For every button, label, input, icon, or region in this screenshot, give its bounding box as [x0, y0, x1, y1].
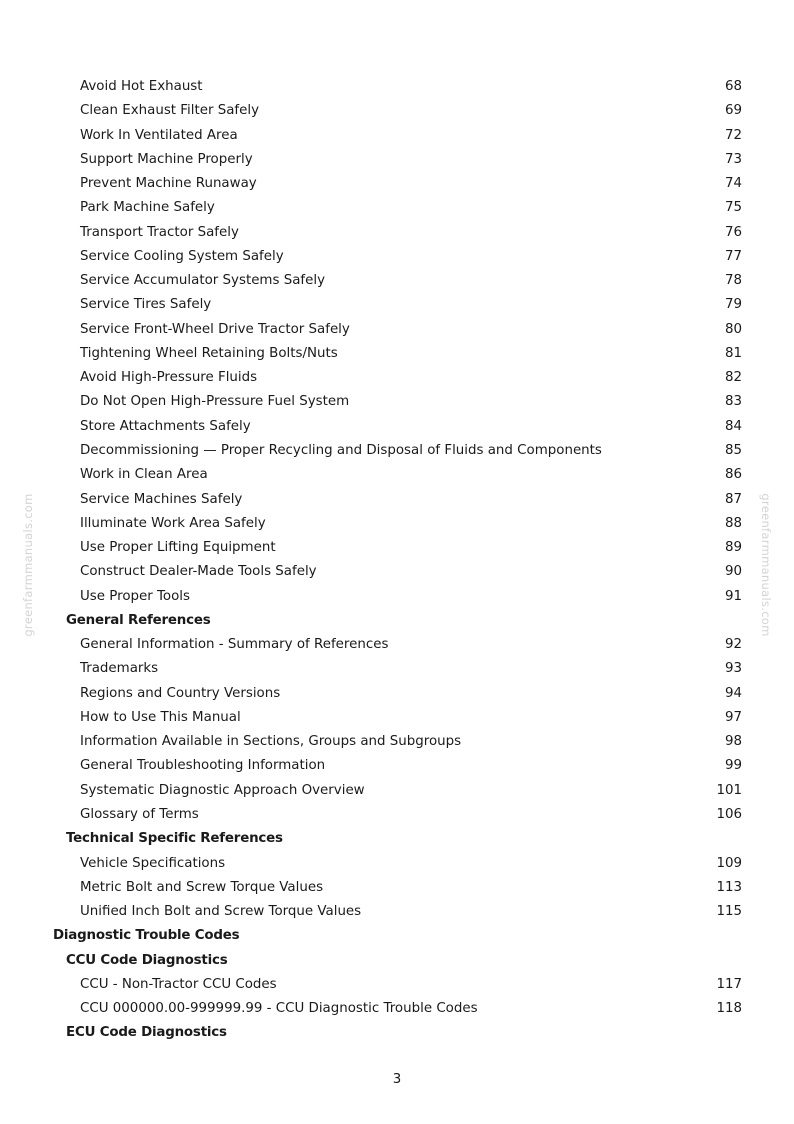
- toc-entry[interactable]: [0, 706, 794, 730]
- toc-entry[interactable]: [0, 172, 794, 196]
- toc-entry-page-number: 115: [716, 904, 742, 920]
- toc-entry-page-number: 80: [724, 321, 742, 337]
- toc-entry-page-number: 113: [716, 879, 742, 895]
- toc-entry-title: Store Attachments Safely: [80, 418, 251, 434]
- toc-entry-title: CCU Code Diagnostics: [66, 952, 228, 968]
- toc-entry-title: Technical Specific References: [66, 831, 283, 847]
- toc-entry-page-number: 90: [724, 564, 742, 580]
- toc-entry-page-number: 106: [716, 806, 742, 822]
- toc-entry[interactable]: [0, 293, 794, 317]
- toc-entry[interactable]: [0, 148, 794, 172]
- toc-entry-page-number: 87: [724, 491, 742, 507]
- toc-entry-page-number: 84: [724, 418, 742, 434]
- toc-entry[interactable]: [0, 876, 794, 900]
- toc-entry-title: Use Proper Lifting Equipment: [80, 540, 276, 556]
- toc-entry-title: Work In Ventilated Area: [80, 127, 238, 143]
- toc-section-heading: [0, 949, 794, 973]
- toc-entry-title: Avoid Hot Exhaust: [80, 79, 203, 94]
- toc-entry[interactable]: [0, 245, 794, 269]
- toc-entry-title: Glossary of Terms: [80, 806, 199, 822]
- toc-entry[interactable]: [0, 779, 794, 803]
- toc-entry-title: Systematic Diagnostic Approach Overview: [80, 782, 365, 798]
- toc-entry-title: Transport Tractor Safely: [80, 224, 239, 240]
- toc-entry[interactable]: [0, 221, 794, 245]
- watermark-right: greenfarmmanuals.com: [759, 493, 773, 637]
- toc-entry-title: Service Accumulator Systems Safely: [80, 273, 326, 289]
- toc-entry-page-number: 92: [724, 637, 742, 653]
- toc-entry-page-number: 75: [724, 200, 742, 216]
- toc-entry-page-number: 97: [724, 709, 742, 725]
- toc-entry-title: How to Use This Manual: [80, 709, 241, 725]
- toc-entry-title: Tightening Wheel Retaining Bolts/Nuts: [80, 345, 338, 361]
- toc-entry-title: Service Cooling System Safely: [80, 248, 284, 264]
- toc-section-heading: [0, 827, 794, 851]
- toc-entry-title: CCU - Non-Tractor CCU Codes: [80, 976, 277, 992]
- page-number: 3: [392, 1072, 402, 1087]
- toc-entry-page-number: 89: [724, 540, 742, 556]
- toc-entry-title: Service Tires Safely: [80, 297, 212, 313]
- toc-entry[interactable]: [0, 488, 794, 512]
- toc-entry[interactable]: [0, 439, 794, 463]
- toc-entry[interactable]: [0, 730, 794, 754]
- toc-entry-title: Clean Exhaust Filter Safely: [80, 103, 260, 119]
- toc-entry-page-number: 81: [724, 345, 742, 361]
- toc-entry-title: Park Machine Safely: [80, 200, 215, 216]
- toc-section-heading: [0, 924, 794, 948]
- toc-entry-title: General Troubleshooting Information: [80, 758, 326, 774]
- toc-entry[interactable]: [0, 803, 794, 827]
- toc-entry-title: Vehicle Specifications: [80, 855, 226, 871]
- toc-entry-page-number: 77: [724, 248, 742, 264]
- toc-entry-title: Support Machine Properly: [80, 151, 253, 167]
- toc-entry-page-number: 68: [724, 79, 742, 94]
- toc-entry-title: Do Not Open High-Pressure Fuel System: [80, 394, 350, 410]
- toc-entry-title: Prevent Machine Runaway: [80, 176, 257, 192]
- toc-entry-page-number: 76: [724, 224, 742, 240]
- toc-entry-page-number: 82: [724, 370, 742, 386]
- toc-entry-title: Trademarks: [80, 661, 159, 677]
- toc-entry-page-number: 74: [724, 176, 742, 192]
- toc-entry[interactable]: [0, 342, 794, 366]
- toc-entry[interactable]: [0, 390, 794, 414]
- toc-entry-page-number: 91: [724, 588, 742, 604]
- toc-entry[interactable]: [0, 560, 794, 584]
- toc-entry-page-number: 99: [724, 758, 742, 774]
- toc-entry[interactable]: [0, 682, 794, 706]
- toc-section-heading: [0, 1021, 794, 1045]
- toc-entry-page-number: 94: [724, 685, 742, 701]
- toc-section-heading: [0, 609, 794, 633]
- toc-entry-page-number: 93: [724, 661, 742, 677]
- toc-entry-page-number: 101: [716, 782, 742, 798]
- toc-entry[interactable]: [0, 366, 794, 390]
- toc-entry-title: Illuminate Work Area Safely: [80, 515, 266, 531]
- toc-entry-page-number: 72: [724, 127, 742, 143]
- toc-entry-page-number: 83: [724, 394, 742, 410]
- table-of-contents: [0, 75, 794, 1046]
- toc-entry[interactable]: [0, 852, 794, 876]
- toc-entry[interactable]: [0, 754, 794, 778]
- toc-entry-title: Unified Inch Bolt and Screw Torque Values: [80, 904, 362, 920]
- toc-entry[interactable]: [0, 75, 794, 99]
- toc-entry-page-number: 118: [716, 1001, 742, 1017]
- toc-entry-title: General Information - Summary of References: [80, 637, 389, 653]
- toc-entry-title: General References: [66, 612, 211, 628]
- toc-entry-title: Use Proper Tools: [80, 588, 191, 604]
- toc-entry[interactable]: [0, 196, 794, 220]
- toc-entry[interactable]: [0, 463, 794, 487]
- toc-entry-page-number: 109: [716, 855, 742, 871]
- toc-entry[interactable]: [0, 657, 794, 681]
- toc-entry-page-number: 85: [724, 442, 742, 458]
- watermark-left: greenfarmmanuals.com: [21, 493, 35, 637]
- toc-entry-title: Metric Bolt and Screw Torque Values: [80, 879, 324, 895]
- toc-entry-title: Regions and Country Versions: [80, 685, 281, 701]
- toc-entry[interactable]: [0, 997, 794, 1021]
- toc-entry[interactable]: [0, 633, 794, 657]
- toc-entry[interactable]: [0, 973, 794, 997]
- toc-entry-page-number: 73: [724, 151, 742, 167]
- toc-entry[interactable]: [0, 99, 794, 123]
- toc-entry-page-number: 98: [724, 734, 742, 750]
- toc-entry-page-number: 79: [724, 297, 742, 313]
- toc-entry[interactable]: [0, 318, 794, 342]
- toc-entry[interactable]: [0, 900, 794, 924]
- toc-entry-title: Avoid High-Pressure Fluids: [80, 370, 258, 386]
- toc-entry-page-number: 78: [724, 273, 742, 289]
- toc-entry-title: Construct Dealer-Made Tools Safely: [80, 564, 317, 580]
- toc-entry-page-number: 117: [716, 976, 742, 992]
- toc-entry[interactable]: [0, 124, 794, 148]
- toc-entry-page-number: 86: [724, 467, 742, 483]
- toc-entry-title: ECU Code Diagnostics: [66, 1025, 227, 1041]
- toc-entry[interactable]: [0, 415, 794, 439]
- toc-entry-title: Information Available in Sections, Groups and Subgroups: [80, 734, 462, 750]
- toc-entry[interactable]: [0, 536, 794, 560]
- toc-entry-title: CCU 000000.00-999999.99 - CCU Diagnostic Trouble Codes: [80, 1001, 478, 1017]
- toc-entry[interactable]: [0, 585, 794, 609]
- toc-entry-page-number: 88: [724, 515, 742, 531]
- toc-entry-title: Diagnostic Trouble Codes: [53, 928, 240, 944]
- toc-entry-title: Decommissioning — Proper Recycling and Disposal of Fluids and Components: [80, 442, 602, 458]
- toc-entry[interactable]: [0, 512, 794, 536]
- toc-entry-page-number: 69: [724, 103, 742, 119]
- toc-entry[interactable]: [0, 269, 794, 293]
- toc-entry-title: Service Front-Wheel Drive Tractor Safely: [80, 321, 350, 337]
- toc-entry-title: Service Machines Safely: [80, 491, 243, 507]
- toc-entry-title: Work in Clean Area: [80, 467, 208, 483]
